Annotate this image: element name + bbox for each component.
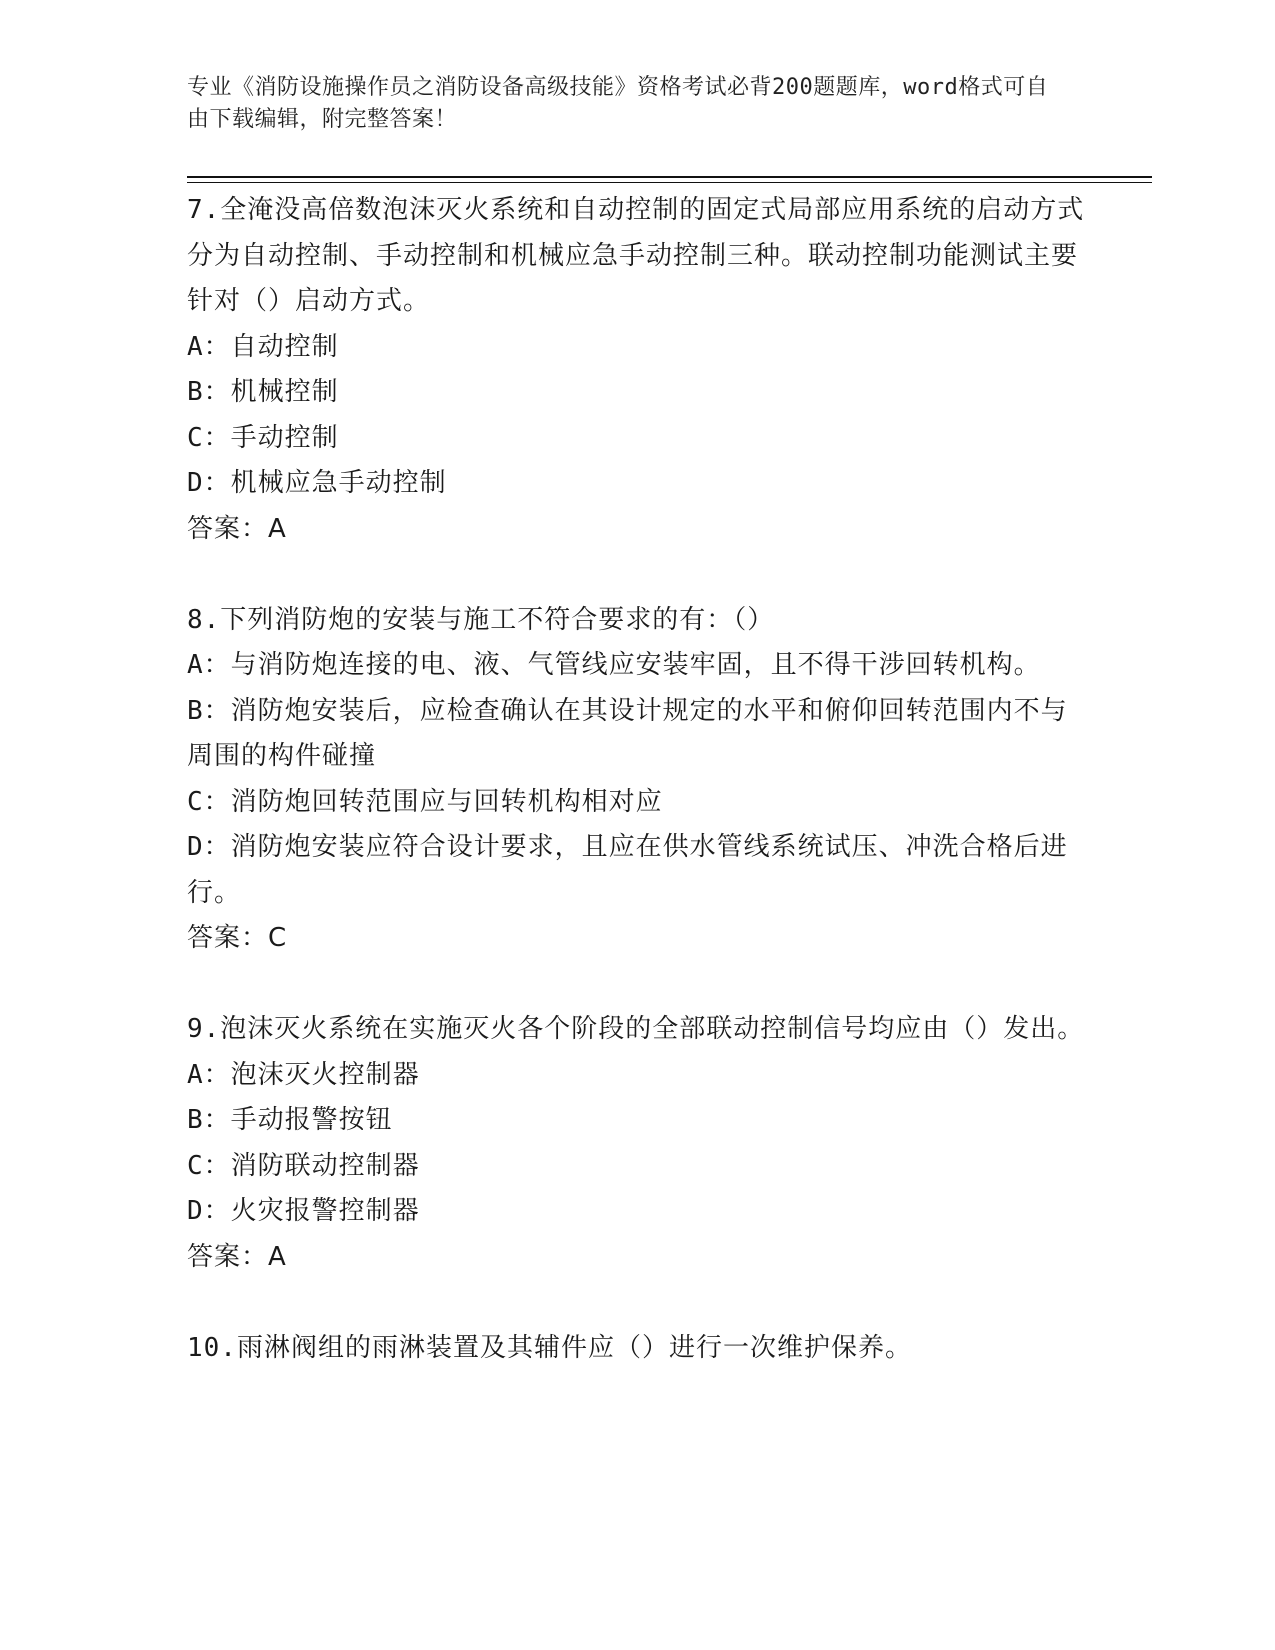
option-c: C：消防炮回转范围应与回转机构相对应: [187, 786, 663, 817]
question-8: [187, 598, 1087, 962]
answer: 答案：A: [187, 1241, 287, 1272]
option-b: B：手动报警按钮: [187, 1105, 393, 1135]
question-stem: 9.泡沫灭火系统在实施灭火各个阶段的全部联动控制信号均应由（）发出。: [187, 1014, 1085, 1044]
header-divider-thin: [187, 182, 1152, 183]
option-c: C：消防联动控制器: [187, 1150, 420, 1181]
question-spacer: [187, 552, 1087, 598]
option-d: D：火灾报警控制器: [187, 1196, 420, 1226]
question-10: [187, 1326, 1087, 1372]
question-stem: 7.全淹没高倍数泡沫灭火系统和自动控制的固定式局部应用系统的启动方式分为自动控制、手动控制和机械应急手动控制三种。联动控制功能测试主要针对（）启动方式。: [187, 195, 1085, 316]
question-spacer: [187, 1280, 1087, 1326]
option-a: A：与消防炮连接的电、液、气管线应安装牢固，且不得干涉回转机构。: [187, 650, 1041, 680]
option-d: D：消防炮安装应符合设计要求，且应在供水管线系统试压、冲洗合格后进行。: [187, 832, 1068, 908]
option-a: A：泡沫灭火控制器: [187, 1059, 420, 1090]
question-list: [187, 188, 1087, 1371]
question-stem: 8.下列消防炮的安装与施工不符合要求的有：（）: [187, 604, 775, 635]
option-b: B：消防炮安装后，应检查确认在其设计规定的水平和俯仰回转范围内不与周围的构件碰撞: [187, 695, 1068, 771]
option-b: B：机械控制: [187, 377, 339, 407]
question-spacer: [187, 962, 1087, 1008]
question-7: [187, 188, 1087, 552]
option-a: A：自动控制: [187, 331, 339, 362]
document-header: 专业《消防设施操作员之消防设备高级技能》资格考试必背200题题库，word格式可自由下载编辑，附完整答案！: [187, 75, 1049, 132]
question-9: [187, 1007, 1087, 1280]
answer: 答案：C: [187, 923, 288, 953]
option-c: C：手动控制: [187, 422, 339, 453]
answer: 答案：A: [187, 513, 287, 544]
question-stem: 10.雨淋阀组的雨淋装置及其辅件应（）进行一次维护保养。: [187, 1332, 912, 1363]
option-d: D：机械应急手动控制: [187, 468, 447, 498]
header-divider-thick: [187, 176, 1152, 178]
